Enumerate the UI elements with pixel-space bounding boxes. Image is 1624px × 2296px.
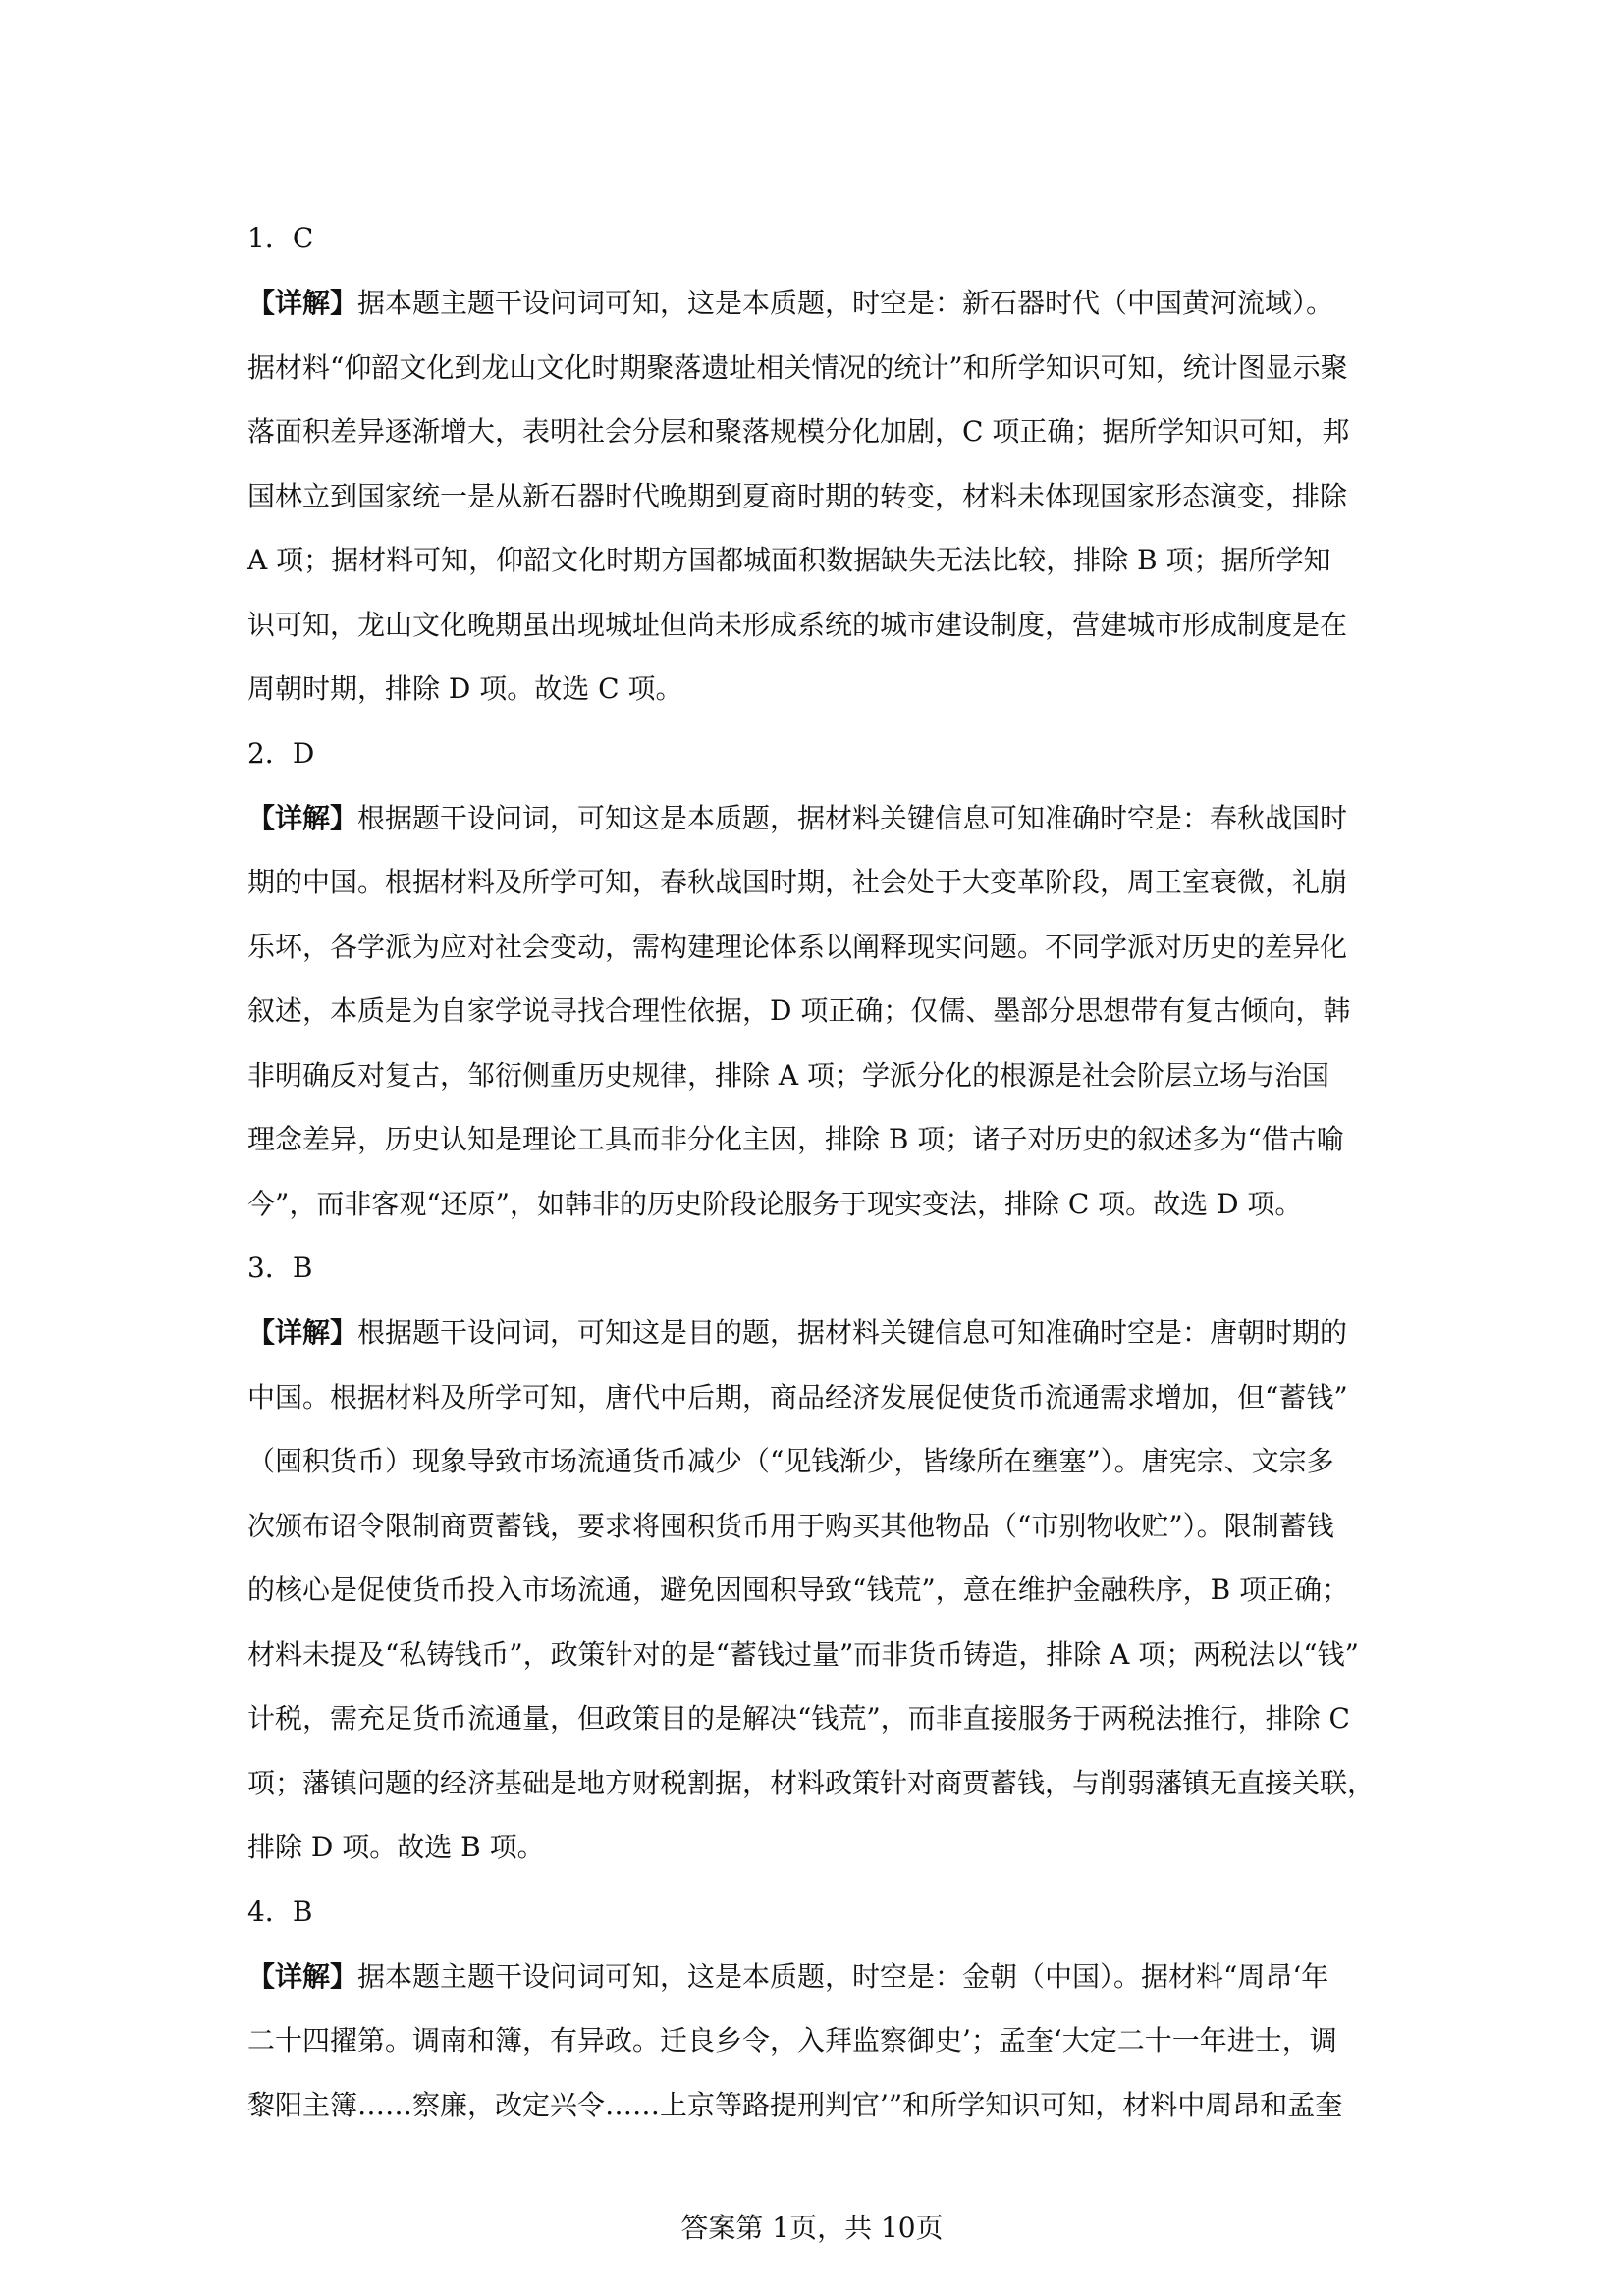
detail-line: 黎阳主簿……察廉，改定兴令……上京等路提刑判官’”和所学知识可知，材料中周昂和孟奎 (247, 2088, 1343, 2121)
detail-line: 识可知，龙山文化晚期虽出现城址但尚未形成系统的城市建设制度，营建城市形成制度是在 (247, 608, 1348, 641)
detail-line: 次颁布诏令限制商贾蓄钱，要求将囤积货币用于购买其他物品（“市别物收贮”）。限制蓄钱 (247, 1509, 1334, 1542)
detail-line: 国林立到国家统一是从新石器时代晚期到夏商时期的转变，材料未体现国家形态演变，排除 (247, 479, 1348, 512)
detail-line (247, 271, 1386, 336)
detail-line: 中国。根据材料及所学可知，唐代中后期，商品经济发展促使货币流通需求增加，但“蓄钱” (247, 1380, 1348, 1414)
question-3-detail (247, 1301, 1386, 1880)
detail-line: A 项；据材料可知，仰韶文化时期方国都城面积数据缺失无法比较，排除 B 项；据所学知 (247, 544, 1331, 576)
detail-line: 理念差异，历史认知是理论工具而非分化主因，排除 B 项；诸子对历史的叙述多为“借古喻 (247, 1123, 1344, 1155)
detail-line: 叙述，本质是为自家学说寻找合理性依据，D 项正确；仅儒、墨部分思想带有复古倾向，韩 (247, 994, 1351, 1027)
detail-text: 根据题干设问词，可知这是目的题，据材料关键信息可知准确时空是：唐朝时期的 (357, 1316, 1348, 1349)
question-4-number: 4．B (247, 1895, 313, 1928)
detail-line: 今”，而非客观“还原”，如韩非的历史阶段论服务于现实变法，排除 C 项。故选 D 项。 (247, 1187, 1303, 1220)
detail-line: 乐坏，各学派为应对社会变动，需构建理论体系以阐释现实问题。不同学派对历史的差异化 (247, 930, 1348, 963)
detail-line: 据材料“仰韶文化到龙山文化时期聚落遗址相关情况的统计”和所学知识可知，统计图显示聚 (247, 350, 1348, 384)
detail-tag: 【详解】 (247, 801, 358, 834)
detail-tag: 【详解】 (247, 1959, 358, 1993)
page-footer: 答案第 1页，共 10页 (680, 2212, 944, 2244)
detail-line (247, 1945, 1386, 2009)
detail-line: （囤积货币）现象导致市场流通货币减少（“见钱渐少，皆缘所在壅塞”）。唐宪宗、文宗多 (247, 1445, 1334, 1477)
detail-line: 期的中国。根据材料及所学可知，春秋战国时期，社会处于大变革阶段，周王室衰微，礼崩 (247, 866, 1348, 898)
detail-line (247, 1301, 1386, 1365)
question-2-detail (247, 786, 1386, 1237)
question-1-detail (247, 271, 1386, 721)
detail-line: 材料未提及“私铸钱币”，政策针对的是“蓄钱过量”而非货币铸造，排除 A 项；两税法以“钱” (247, 1637, 1359, 1671)
question-4-detail (247, 1945, 1386, 2138)
detail-text: 据本题主题干设问词可知，这是本质题，时空是：金朝（中国）。据材料“周昂‘年 (357, 1959, 1329, 1993)
detail-line: 周朝时期，排除 D 项。故选 C 项。 (247, 672, 683, 705)
detail-text: 根据题干设问词，可知这是本质题，据材料关键信息可知准确时空是：春秋战国时 (357, 801, 1348, 834)
detail-tag: 【详解】 (247, 287, 358, 319)
question-3-number: 3．B (247, 1252, 313, 1284)
detail-line: 排除 D 项。故选 B 项。 (247, 1831, 545, 1863)
detail-line: 计税，需充足货币流通量，但政策目的是解决“钱荒”，而非直接服务于两税法推行，排除 C (247, 1702, 1350, 1735)
detail-line: 项；藩镇问题的经济基础是地方财税割据，材料政策针对商贾蓄钱，与削弱藩镇无直接关联， (247, 1766, 1376, 1799)
detail-line: 非明确反对复古，邹衍侧重历史规律，排除 A 项；学派分化的根源是社会阶层立场与治国 (247, 1058, 1330, 1092)
detail-line (247, 786, 1386, 851)
answer-content (247, 206, 1386, 2137)
detail-tag: 【详解】 (247, 1316, 358, 1349)
question-1-number: 1．C (247, 222, 314, 254)
detail-line: 二十四擢第。调南和簿，有异政。迁良乡令，入拜监察御史’；孟奎‘大定二十一年进士，调 (247, 2024, 1337, 2056)
detail-text: 据本题主题干设问词可知，这是本质题，时空是：新石器时代（中国黄河流域）。 (357, 287, 1334, 319)
question-2-number: 2．D (247, 736, 315, 770)
detail-line: 的核心是促使货币投入市场流通，避免因囤积导致“钱荒”，意在维护金融秩序，B 项正确； (247, 1574, 1350, 1606)
detail-line: 落面积差异逐渐增大，表明社会分层和聚落规模分化加剧，C 项正确；据所学知识可知，邦 (247, 415, 1350, 448)
